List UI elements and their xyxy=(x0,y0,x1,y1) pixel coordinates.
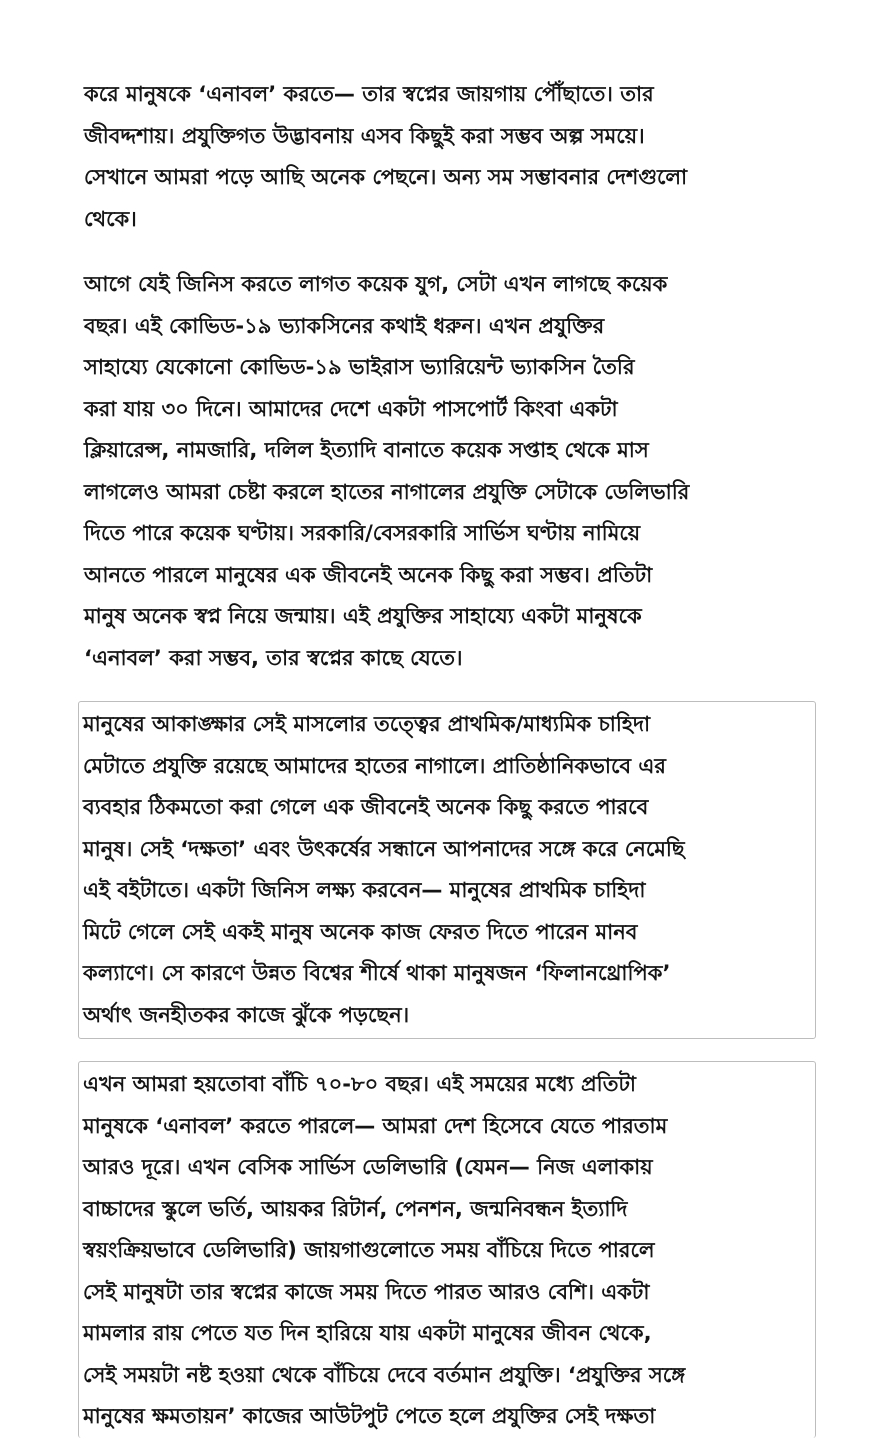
paragraph-enable-dream: করে মানুষকে ‘এনাবল’ করতে— তার স্বপ্নের জায়গায় পৌঁছাতে। তার জীবদ্দশায়। প্রযুক্তিগত উদ্ভাবনায় এসব কিছুই করা সম্ভব অল্প সময়ে। সেখানে আমরা পড়ে আছি অনেক পেছনে। অন্য সম সম্ভাবনার দেশগুলো থেকে। xyxy=(84,82,688,231)
highlight-box-service-delivery xyxy=(78,1061,816,1438)
highlight-box-maslow xyxy=(78,701,816,1039)
box-paragraph-maslow: মানুষের আকাঙ্ক্ষার সেই মাসলোর তত্ত্বের প্রাথমিক/মাধ্যমিক চাহিদা মেটাতে প্রযুক্তি রয়েছে আমাদের হাতের নাগালে। প্রাতিষ্ঠানিকভাবে এর ব্যবহার ঠিকমতো করা গেলে এক জীবনেই অনেক কিছু করতে পারবে মানুষ। সেই ‘দক্ষতা’ এবং উৎকর্ষের সন্ধানে আপনাদের সঙ্গে করে নেমেছি এই বইটাতে। একটা জিনিস লক্ষ্য করবেন— মানুষের প্রাথমিক চাহিদা মিটে গেলে সেই একই মানুষ অনেক কাজ ফেরত দিতে পারেন মানব কল্যাণে। সে কারণে উন্নত বিশ্বের শীর্ষে থাকা মানুষজন ‘ফিলানথ্রোপিক’ অর্থাৎ জনহীতকর কাজে ঝুঁকে পড়ছেন। xyxy=(83,712,685,1027)
box-paragraph-service-delivery: এখন আমরা হয়তোবা বাঁচি ৭০-৮০ বছর। এই সময়ের মধ্যে প্রতিটা মানুষকে ‘এনাবল’ করতে পারলে— আমরা দেশ হিসেবে যেতে পারতাম আরও দূরে। এখন বেসিক সার্ভিস ডেলিভারি (যেমন— নিজ এলাকায় বাচ্চাদের স্কুলে ভর্তি, আয়কর রিটার্ন, পেনশন, জন্মনিবন্ধন ইত্যাদি স্বয়ংক্রিয়ভাবে ডেলিভারি) জায়গাগুলোতে সময় বাঁচিয়ে দিতে পারলে সেই মানুষটা তার স্বপ্নের কাজে সময় দিতে পারত আরও বেশি। একটা মামলার রায় পেতে যত দিন হারিয়ে যায় একটা মানুষের জীবন থেকে, সেই সময়টা নষ্ট হওয়া থেকে বাঁচিয়ে দেবে বর্তমান প্রযুক্তি। ‘প্রযুক্তির সঙ্গে মানুষের ক্ষমতায়ন’ কাজের আউটপুট পেতে হলে প্রযুক্তির সেই দক্ষতা xyxy=(83,1072,686,1428)
paragraph-covid-vaccine: আগে যেই জিনিস করতে লাগত কয়েক যুগ, সেটা এখন লাগছে কয়েক বছর। এই কোভিড-১৯ ভ্যাকসিনের কথাই ধরুন। এখন প্রযুক্তির সাহায্যে যেকোনো কোভিড-১৯ ভাইরাস ভ্যারিয়েন্ট ভ্যাকসিন তৈরি করা যায় ৩০ দিনে। আমাদের দেশে একটা পাসপোর্ট কিংবা একটা ক্লিয়ারেন্স, নামজারি, দলিল ইত্যাদি বানাতে কয়েক সপ্তাহ থেকে মাস লাগলেও আমরা চেষ্টা করলে হাতের নাগালের প্রযুক্তি সেটাকে ডেলিভারি দিতে পারে কয়েক ঘণ্টায়। সরকারি/বেসরকারি সার্ভিস ঘণ্টায় নামিয়ে আনতে পারলে মানুষের এক জীবনেই অনেক কিছু করা সম্ভব। প্রতিটা মানুষ অনেক স্বপ্ন নিয়ে জন্মায়। এই প্রযুক্তির সাহায্যে একটা মানুষকে ‘এনাবল’ করা সম্ভব, তার স্বপ্নের কাছে যেতে। xyxy=(84,272,690,670)
